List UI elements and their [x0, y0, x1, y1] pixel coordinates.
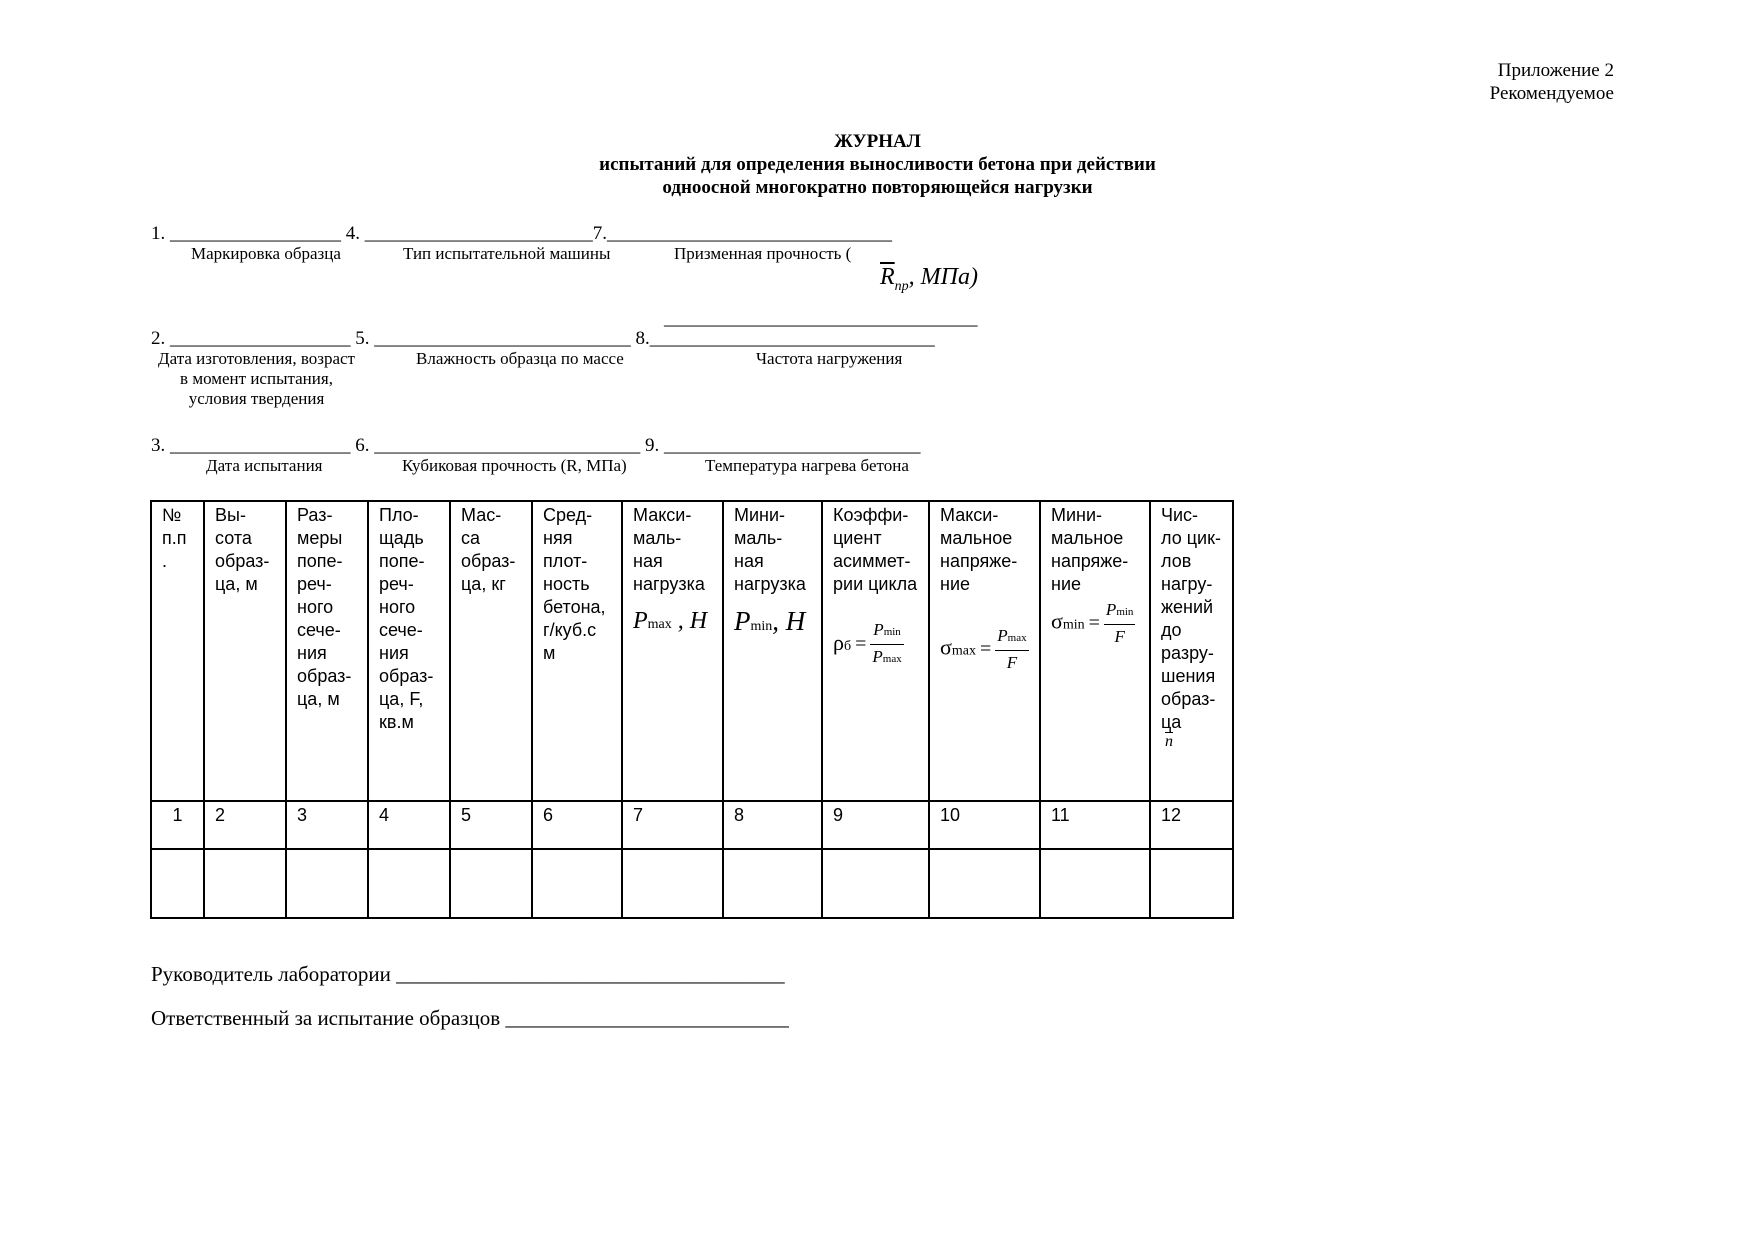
fraction-num: P [873, 620, 884, 639]
table-cell: 6 [532, 801, 622, 849]
signature-responsible: Ответственный за испытание образцов ___________________________ [151, 1006, 789, 1030]
header-cell [286, 501, 368, 801]
journal-title-main: ЖУРНАЛ [834, 131, 921, 152]
caption-test-date: Дата испытания [206, 456, 323, 475]
table-cell-empty[interactable] [532, 849, 622, 918]
table-cell: 10 [929, 801, 1040, 849]
header-text: Мас- са образ- ца, кг [461, 505, 516, 594]
appendix-number: Приложение 2 [1497, 60, 1614, 81]
pmin-formula [734, 606, 811, 638]
fraction-num-sub: min [1116, 606, 1134, 618]
header-text: Макси- мальное напряже- ние [940, 505, 1018, 594]
header-text: Мини- мальное напряже- ние [1051, 505, 1129, 594]
header-cell [151, 501, 204, 801]
formula-unit: , H [671, 608, 708, 634]
caption-manufacture-date-l2: в момент испытания, [180, 369, 333, 388]
table-cell-empty[interactable] [286, 849, 368, 918]
header-text: Раз- меры попе- реч- ного сече- ния образ- ца, м [297, 505, 352, 709]
table-cell: 11 [1040, 801, 1150, 849]
prism-formula-symbol: $\overline{R}$ [880, 264, 895, 290]
signature-lab-head: Руководитель лаборатории _____________________________________ [151, 962, 785, 986]
formula-symbol: σ [1051, 608, 1063, 634]
table-cell: 9 [822, 801, 929, 849]
field-row-2: 2. ___________________ 5. ___________________________ 8.______________________________ [151, 328, 935, 349]
caption-manufacture-date [151, 349, 362, 409]
table-row-empty [151, 849, 1233, 918]
journal-title-line3: одноосной многократно повторяющейся нагрузки [662, 177, 1093, 198]
rho-fraction [870, 618, 903, 671]
fraction-num-sub: min [883, 626, 901, 638]
formula-sub: max [647, 617, 672, 632]
fraction-num: P [1105, 600, 1117, 619]
table-cell: 12 [1150, 801, 1233, 849]
header-cell [368, 501, 450, 801]
prism-formula-unit: , МПа) [908, 264, 978, 290]
caption-humidity: Влажность образца по массе [416, 349, 624, 368]
fraction-den: F [1006, 653, 1018, 672]
header-cell [1150, 501, 1233, 801]
smax-fraction [995, 624, 1028, 674]
table-cell-empty[interactable] [723, 849, 822, 918]
header-text: Мини- маль- ная нагрузка [734, 505, 806, 594]
header-text: Вы- сота образ- ца, м [215, 505, 270, 594]
pmax-formula [633, 610, 712, 636]
header-cell [532, 501, 622, 801]
journal-title-line2: испытаний для определения выносливости бетона при действии [599, 154, 1156, 175]
smin-fraction [1104, 598, 1136, 648]
formula-symbol: P [633, 608, 648, 634]
table-cell-empty[interactable] [822, 849, 929, 918]
field-row-3: 3. ___________________ 6. ____________________________ 9. ___________________________ [151, 435, 921, 456]
header-text: Коэффи- циент асиммет- рии цикла [833, 505, 918, 594]
table-cell-empty[interactable] [204, 849, 286, 918]
formula-symbol: ρ [833, 630, 844, 656]
field-row-1: 1. __________________ 4. ________________________7.______________________________ [151, 223, 892, 244]
table-cell-empty[interactable] [1040, 849, 1150, 918]
caption-sample-marking: Маркировка образца [191, 244, 341, 263]
n-symbol: $\overline{n}$ [1165, 733, 1173, 750]
table-cell: 8 [723, 801, 822, 849]
table-cell-empty[interactable] [622, 849, 723, 918]
smax-formula: σmax = $\frac{Pmax}{F}$ [940, 626, 1027, 672]
fraction-num-sub: max [1007, 632, 1027, 644]
header-cell [204, 501, 286, 801]
fraction-num: P [997, 626, 1008, 645]
caption-machine-type: Тип испытательной машины [403, 244, 611, 263]
table-cell-empty[interactable] [151, 849, 204, 918]
table-cell: 7 [622, 801, 723, 849]
field-row-2-extra-line: _________________________________ [664, 308, 978, 329]
header-cell [822, 501, 929, 801]
header-text: Сред- няя плот- ность бетона, г/куб.с м [543, 505, 606, 663]
caption-cube-strength: Кубиковая прочность (R, МПа) [402, 456, 627, 475]
caption-manufacture-date-l1: Дата изготовления, возраст [158, 349, 355, 368]
header-text: Чис- ло цик- лов нагру- жений до разру- шения образ- ца [1161, 505, 1221, 732]
prism-strength-formula [880, 264, 978, 295]
header-cell [1040, 501, 1150, 801]
header-text: № п.п . [162, 505, 187, 571]
smin-formula: σmin = $\frac{Pmin}{F}$ [1051, 600, 1134, 646]
journal-title [0, 130, 1755, 199]
formula-sub: б [843, 639, 852, 655]
table-cell: 2 [204, 801, 286, 849]
rho-formula: ρб = $\frac{Pmin}{Pmax}$ [833, 618, 918, 671]
caption-heating-temperature: Температура нагрева бетона [705, 456, 909, 475]
formula-symbol: σ [940, 634, 952, 660]
table-row [151, 801, 1233, 849]
table-cell: 3 [286, 801, 368, 849]
header-cell [929, 501, 1040, 801]
table-cell: 1 [151, 801, 204, 849]
table-cell-empty[interactable] [368, 849, 450, 918]
formula-symbol: P [734, 606, 751, 636]
caption-manufacture-date-l3: условия твердения [188, 389, 325, 408]
formula-sub: min [1062, 617, 1085, 633]
header-cell [723, 501, 822, 801]
table-cell-empty[interactable] [450, 849, 532, 918]
formula-sub: min [750, 619, 773, 634]
table-cell: 5 [450, 801, 532, 849]
table-cell: 4 [368, 801, 450, 849]
header-text: Макси- маль- ная нагрузка [633, 505, 705, 594]
caption-load-frequency: Частота нагружения [756, 349, 903, 368]
journal-table [150, 500, 1234, 919]
table-cell-empty[interactable] [929, 849, 1040, 918]
appendix-label [1490, 59, 1614, 105]
formula-sub: max [951, 643, 976, 659]
appendix-status: Рекомендуемое [1489, 83, 1614, 104]
fraction-den-sub: max [882, 653, 902, 665]
header-cell [622, 501, 723, 801]
header-cell [450, 501, 532, 801]
table-cell-empty[interactable] [1150, 849, 1233, 918]
header-text: Пло- щадь попе- реч- ного сече- ния образ- ца, F, кв.м [379, 505, 434, 732]
fraction-den: P [872, 647, 883, 666]
table-header-row [151, 501, 1233, 801]
fraction-den: F [1114, 627, 1125, 646]
caption-prism-strength: Призменная прочность ( [674, 244, 852, 263]
prism-formula-sub: пр [894, 279, 909, 294]
formula-unit: , H [772, 606, 806, 636]
